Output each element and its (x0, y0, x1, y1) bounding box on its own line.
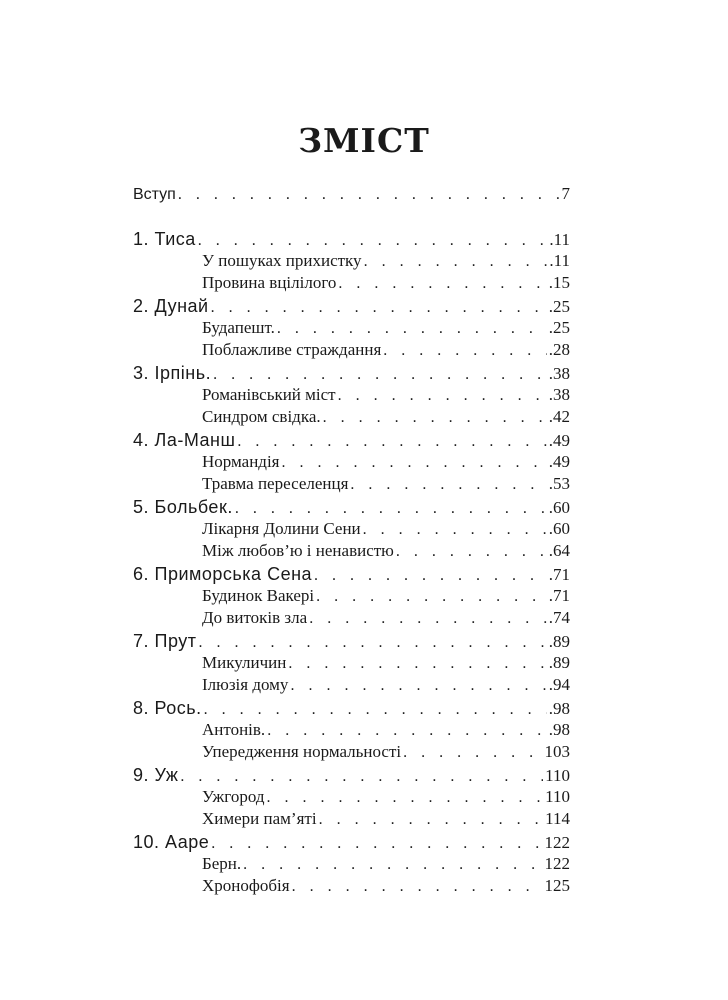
page-title: ЗМІСТ (298, 121, 430, 160)
toc-page-number: .11 (549, 251, 570, 270)
dot-leader (198, 230, 548, 252)
dot-leader (178, 184, 560, 206)
toc-section-entry[interactable] (133, 540, 570, 562)
dot-leader (396, 541, 547, 563)
dot-leader (314, 565, 547, 587)
toc-entry-label: Химери пам’яті (202, 809, 317, 828)
toc-page-number: .38 (548, 364, 570, 383)
toc-page-number: 122 (544, 833, 570, 852)
toc-entry-label: Провина вцілілого (202, 273, 337, 292)
toc-entry-label: Між любов’ю і ненавистю (202, 541, 394, 560)
toc-entry-label: 4. Ла-Манш (133, 430, 236, 450)
toc-page-number: .11 (549, 230, 570, 249)
toc-entry-label: 7. Прут (133, 631, 197, 651)
dot-leader (235, 498, 547, 520)
toc-entry-label: Микуличин (202, 653, 287, 672)
dot-leader (350, 474, 546, 496)
toc-section-entry[interactable] (133, 473, 570, 495)
toc-entry-label: 5. Больбек. (133, 497, 233, 517)
dot-leader (267, 787, 544, 809)
toc-page-number: .89 (548, 653, 570, 672)
toc-page-number: .25 (548, 297, 570, 316)
toc-entry-label: 2. Дунай (133, 296, 209, 316)
toc-page-number: .89 (548, 632, 570, 651)
dot-leader (211, 833, 542, 855)
toc-section-entry[interactable] (133, 607, 570, 629)
toc-page-number: 125 (544, 876, 570, 895)
toc-entry-label: Будинок Вакері (202, 586, 315, 605)
dot-leader (364, 251, 548, 273)
dot-leader (363, 519, 547, 541)
dot-leader (292, 876, 543, 898)
dot-leader (243, 854, 542, 876)
toc-section-entry[interactable] (133, 518, 570, 540)
toc-page-number: .60 (548, 498, 570, 517)
dot-leader (309, 608, 547, 630)
toc-page-number: 110 (545, 787, 570, 806)
toc-entry-label: Берн. (202, 854, 242, 873)
toc-page-number: .71 (548, 586, 570, 605)
toc-section-entry[interactable] (133, 585, 570, 607)
toc-chapter-entry[interactable] (133, 697, 570, 719)
toc-page-number: .15 (548, 273, 570, 292)
toc-page-number: .98 (548, 720, 570, 739)
toc-page-number: .25 (548, 318, 570, 337)
toc-entry-label: Синдром свідка. (202, 407, 321, 426)
chapter-list (133, 228, 570, 898)
dot-leader (204, 699, 547, 721)
toc-chapter-entry[interactable] (133, 764, 570, 786)
toc-entry-label: Ілюзія дому (202, 675, 289, 694)
toc-page-number: .49 (548, 452, 570, 471)
dot-leader (282, 452, 547, 474)
toc-page-number: 7 (561, 184, 570, 203)
toc-page-number: .53 (548, 474, 570, 493)
toc-section-entry[interactable] (133, 786, 570, 808)
toc-entry-label: 1. Тиса (133, 229, 196, 249)
toc-section-entry[interactable] (133, 674, 570, 696)
toc-page-number: .94 (548, 675, 570, 694)
toc-entry-label: Нормандія (202, 452, 280, 471)
toc-page-number: .71 (548, 565, 570, 584)
toc-entry-label: Упередження нормальності (202, 742, 402, 761)
toc-chapter-entry[interactable] (133, 228, 570, 250)
toc-entry-label: 10. Ааре (133, 832, 210, 852)
toc-chapter-entry[interactable] (133, 563, 570, 585)
toc-section-entry[interactable] (133, 451, 570, 473)
toc-section-entry[interactable] (133, 250, 570, 272)
toc-page-number: .98 (548, 699, 570, 718)
toc-entry-label: Лікарня Долини Сени (202, 519, 361, 538)
toc-page-number: .74 (548, 608, 570, 627)
toc-section-entry[interactable] (133, 406, 570, 428)
toc-section-entry[interactable] (133, 317, 570, 339)
toc-entry-label: Ужгород (202, 787, 265, 806)
toc-entry-label: До витоків зла (202, 608, 308, 627)
toc-entry-label: 9. Уж (133, 765, 179, 785)
toc-entry-label: Поблажливе страждання (202, 340, 382, 359)
dot-leader (290, 675, 546, 697)
toc-section-entry[interactable] (133, 339, 570, 361)
toc-section-entry[interactable] (133, 272, 570, 294)
dot-leader (267, 720, 547, 742)
toc-section-entry[interactable] (133, 384, 570, 406)
toc-section-entry[interactable] (133, 875, 570, 897)
dot-leader (316, 586, 547, 608)
toc-chapter-entry[interactable] (133, 362, 570, 384)
toc-entry-label: Вступ (133, 186, 176, 203)
toc-section-entry[interactable] (133, 853, 570, 875)
toc-entry-intro[interactable] (133, 183, 570, 205)
toc-chapter-entry[interactable] (133, 295, 570, 317)
toc-section-entry[interactable] (133, 741, 570, 763)
toc-page-number: .42 (548, 407, 570, 426)
toc-page-number: 122 (544, 854, 570, 873)
toc-entry-label: У пошуках прихистку (202, 251, 362, 270)
dot-leader (319, 809, 544, 831)
toc-section-entry[interactable] (133, 719, 570, 741)
toc-entry-label: Будапешт. (202, 318, 275, 337)
toc-page-number: .38 (548, 385, 570, 404)
toc-page-number: 110 (545, 766, 570, 785)
toc-section-entry[interactable] (133, 808, 570, 830)
dot-leader (323, 407, 547, 429)
dot-leader (277, 318, 547, 340)
toc-page-number: 114 (545, 809, 570, 828)
dot-leader (383, 340, 546, 362)
dot-leader (211, 297, 547, 319)
dot-leader (338, 273, 546, 295)
toc-entry-label: Антонів. (202, 720, 266, 739)
table-of-contents (133, 183, 570, 898)
toc-page-number: .28 (548, 340, 570, 359)
toc-chapter-entry[interactable] (133, 496, 570, 518)
toc-entry-label: 3. Ірпінь. (133, 363, 212, 383)
dot-leader (338, 385, 547, 407)
dot-leader (288, 653, 546, 675)
toc-chapter-entry[interactable] (133, 831, 570, 853)
toc-entry-label: Травма переселенця (202, 474, 349, 493)
dot-leader (213, 364, 547, 386)
toc-chapter-entry[interactable] (133, 630, 570, 652)
toc-page-number: .60 (548, 519, 570, 538)
dot-leader (237, 431, 546, 453)
toc-page-number: 103 (544, 742, 570, 761)
toc-entry-label: Романівський міст (202, 385, 336, 404)
toc-page-number: .64 (548, 541, 570, 560)
toc-chapter-entry[interactable] (133, 429, 570, 451)
dot-leader (199, 632, 547, 654)
toc-entry-label: 6. Приморська Сена (133, 564, 313, 584)
toc-entry-label: Хронофобія (202, 876, 290, 895)
toc-section-entry[interactable] (133, 652, 570, 674)
toc-entry-label: 8. Рось. (133, 698, 202, 718)
toc-page-number: .49 (548, 431, 570, 450)
dot-leader (180, 766, 543, 788)
dot-leader (403, 742, 542, 764)
